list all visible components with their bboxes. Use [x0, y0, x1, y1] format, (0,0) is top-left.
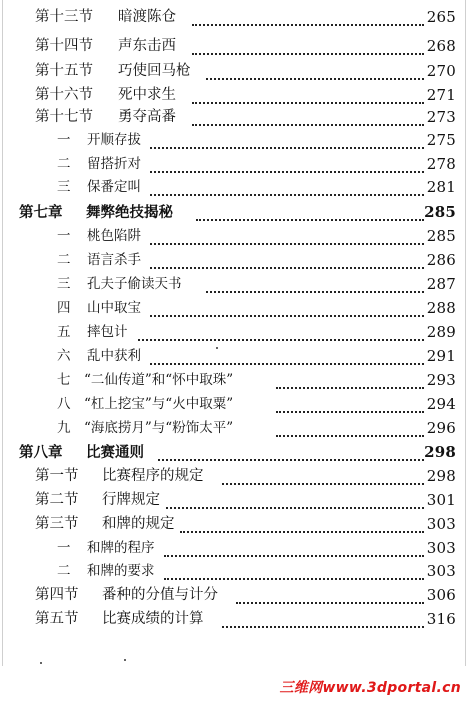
scan-speck: [40, 662, 42, 664]
toc-section-number: 二: [57, 156, 71, 172]
toc-entry[interactable]: [0, 393, 469, 416]
dot-leader: [150, 266, 424, 269]
toc-page-number: 270: [426, 62, 456, 80]
toc-entry-title: 暗渡陈仓: [118, 9, 176, 25]
toc-page-number: 271: [426, 86, 456, 104]
dot-leader: [196, 218, 424, 221]
toc-section-number: 八: [57, 396, 71, 412]
toc-entry-title: 保番定叫: [87, 179, 141, 195]
dot-leader: [180, 530, 424, 533]
dot-leader: [192, 101, 424, 104]
toc-section-number: 第二节: [35, 492, 79, 508]
dot-leader: [138, 338, 424, 341]
toc-entry[interactable]: [0, 249, 469, 272]
toc-entry[interactable]: [0, 537, 469, 560]
toc-entry[interactable]: [0, 297, 469, 320]
toc-entry-title: 和牌的规定: [102, 516, 175, 532]
toc-entry-title: 声东击西: [118, 38, 176, 54]
toc-entry-title: 勇夺高番: [118, 109, 176, 125]
toc-page-number: 303: [426, 515, 456, 533]
dot-leader: [192, 52, 424, 55]
toc-page-number: 301: [426, 491, 456, 509]
toc-entry[interactable]: [0, 6, 469, 29]
toc-entry[interactable]: [0, 345, 469, 368]
toc-page-number: 265: [426, 8, 456, 26]
toc-page-number: 288: [426, 299, 456, 317]
toc-entry[interactable]: [0, 584, 469, 607]
toc-section-number: 第十三节: [35, 9, 93, 25]
toc-chapter-title: 比赛通则: [86, 444, 144, 461]
toc-entry[interactable]: [0, 84, 469, 107]
toc-entry-title: “海底捞月”与“粉饰太平”: [84, 420, 234, 436]
dot-leader: [150, 170, 424, 173]
dot-leader: [150, 362, 424, 365]
toc-page-number: 303: [426, 539, 456, 557]
toc-entry-title: 死中求生: [118, 87, 176, 103]
toc-entry[interactable]: [0, 608, 469, 631]
toc-section-number: 第五节: [35, 611, 79, 627]
toc-entry-title: “杠上挖宝”与“火中取粟”: [84, 396, 234, 412]
toc-section-number: 三: [57, 276, 71, 292]
toc-entry[interactable]: [0, 465, 469, 488]
dot-leader: [164, 554, 424, 557]
toc-section-number: 九: [57, 420, 71, 436]
toc-chapter-number: 第七章: [19, 204, 63, 221]
toc-entry-title: 留搭折对: [87, 156, 141, 172]
dot-leader: [206, 77, 424, 80]
toc-page-number: 278: [426, 155, 456, 173]
toc-page-number: 294: [426, 395, 456, 413]
toc-page-number: 275: [426, 131, 456, 149]
toc-entry-title: 乱中获利: [87, 348, 141, 364]
dot-leader: [222, 482, 424, 485]
toc-entry[interactable]: [0, 560, 469, 583]
toc-page-number: 293: [426, 371, 456, 389]
toc-page-number: 281: [426, 178, 456, 196]
toc-page-number: 291: [426, 347, 456, 365]
toc-entry[interactable]: [0, 225, 469, 248]
toc-entry-title: 巧使回马枪: [118, 63, 191, 79]
site-watermark: 三维网www.3dportal.cn: [279, 680, 461, 696]
toc-entry[interactable]: [0, 369, 469, 392]
dot-leader: [192, 123, 424, 126]
dot-leader: [166, 506, 424, 509]
toc-page-number: 285: [424, 203, 456, 221]
toc-section-number: 三: [57, 179, 71, 195]
toc-section-number: 二: [57, 252, 71, 268]
toc-entry-title: 比赛程序的规定: [102, 468, 204, 484]
toc-chapter-entry[interactable]: [0, 441, 469, 464]
toc-entry-title: 摔包计: [87, 324, 128, 340]
toc-page-number: 316: [426, 610, 456, 628]
toc-section-number: 第三节: [35, 516, 79, 532]
toc-page-number: 273: [426, 108, 456, 126]
toc-entry[interactable]: [0, 35, 469, 58]
dot-leader: [150, 146, 424, 149]
scan-speck: [124, 659, 126, 661]
dot-leader: [206, 290, 424, 293]
toc-page-number: 286: [426, 251, 456, 269]
toc-entry[interactable]: [0, 273, 469, 296]
toc-entry[interactable]: [0, 106, 469, 129]
toc-entry-title: 和牌的程序: [87, 540, 155, 556]
toc-section-number: 第一节: [35, 468, 79, 484]
toc-entry[interactable]: [0, 513, 469, 536]
toc-chapter-number: 第八章: [19, 444, 63, 461]
toc-page-number: 298: [424, 443, 456, 461]
toc-entry[interactable]: [0, 176, 469, 199]
scan-speck: [216, 347, 218, 349]
toc-section-number: 一: [57, 228, 71, 244]
toc-entry[interactable]: [0, 60, 469, 83]
toc-entry-title: 桃色陷阱: [87, 228, 141, 244]
toc-entry[interactable]: [0, 489, 469, 512]
toc-chapter-entry[interactable]: [0, 201, 469, 224]
toc-entry-title: 开顺存拔: [87, 132, 141, 148]
toc-section-number: 一: [57, 132, 71, 148]
toc-section-number: 五: [57, 324, 71, 340]
toc-entry-title: 孔夫子偷读天书: [87, 276, 182, 292]
dot-leader: [276, 410, 424, 413]
dot-leader: [276, 386, 424, 389]
toc-entry-title: 山中取宝: [87, 300, 141, 316]
dot-leader: [150, 193, 424, 196]
toc-section-number: 六: [57, 348, 71, 364]
toc-page-number: 285: [426, 227, 456, 245]
toc-page-number: 306: [426, 586, 456, 604]
toc-section-number: 七: [57, 372, 71, 388]
dot-leader: [150, 242, 424, 245]
toc-entry-title: 和牌的要求: [87, 563, 155, 579]
toc-entry-title: 语言杀手: [87, 252, 141, 268]
dot-leader: [158, 458, 424, 461]
dot-leader: [150, 314, 424, 317]
dot-leader: [164, 577, 424, 580]
toc-entry[interactable]: [0, 417, 469, 440]
toc-section-number: 第十四节: [35, 38, 93, 54]
toc-entry-title: 比赛成绩的计算: [102, 611, 204, 627]
toc-section-number: 第十七节: [35, 109, 93, 125]
toc-chapter-title: 舞弊绝技揭秘: [86, 204, 173, 221]
toc-page-number: 298: [426, 467, 456, 485]
dot-leader: [192, 23, 424, 26]
toc-section-number: 第四节: [35, 587, 79, 603]
toc-page-number: 289: [426, 323, 456, 341]
dot-leader: [222, 625, 424, 628]
toc-section-number: 第十五节: [35, 63, 93, 79]
toc-section-number: 第十六节: [35, 87, 93, 103]
toc-page-number: 303: [426, 562, 456, 580]
toc-entry-title: 行牌规定: [102, 492, 160, 508]
toc-entry[interactable]: [0, 129, 469, 152]
toc-section-number: 四: [57, 300, 71, 316]
dot-leader: [236, 601, 424, 604]
toc-page-number: 287: [426, 275, 456, 293]
toc-entry-title: 番种的分值与计分: [102, 587, 218, 603]
toc-page-number: 268: [426, 37, 456, 55]
toc-page-number: 296: [426, 419, 456, 437]
toc-entry[interactable]: [0, 153, 469, 176]
toc-section-number: 一: [57, 540, 71, 556]
toc-entry-title: “二仙传道”和“怀中取珠”: [84, 372, 234, 388]
toc-entry[interactable]: [0, 321, 469, 344]
dot-leader: [276, 434, 424, 437]
toc-section-number: 二: [57, 563, 71, 579]
